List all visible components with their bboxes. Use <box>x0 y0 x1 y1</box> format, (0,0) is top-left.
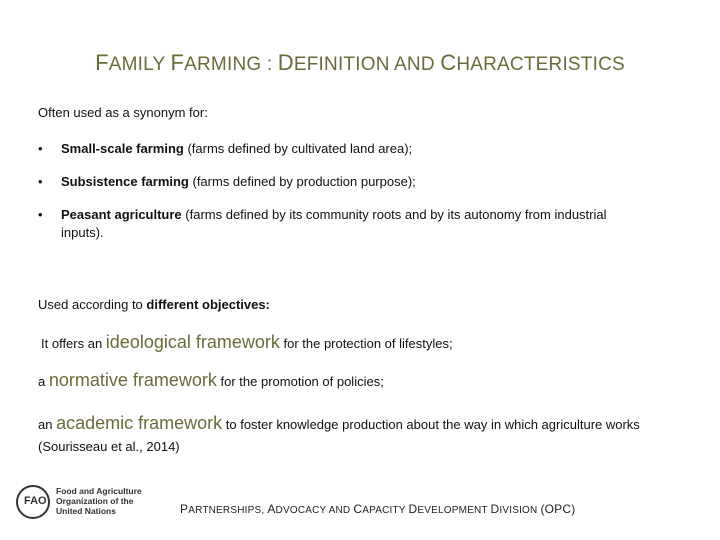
fao-emblem-icon: FAO <box>16 485 50 519</box>
fao-logo <box>16 485 146 521</box>
bullet-icon: • <box>38 174 43 189</box>
framework-line-ideological: It offers an ideological framework for the protection of lifestyles; <box>41 332 453 352</box>
framework-line-academic: an academic framework to foster knowledge production about the way in which agriculture works (Sourisseau et al., 2014) <box>38 413 640 454</box>
bullet-icon: • <box>38 141 43 156</box>
framework-line-normative: a normative framework for the promotion of policies; <box>38 370 384 390</box>
footer-division: PARTNERSHIPS, ADVOCACY AND CAPACITY DEVELOPMENT DIVISION (OPC) <box>180 502 576 516</box>
page-title: FAMILY FARMING : DEFINITION AND CHARACTERISTICS <box>95 50 625 75</box>
intro-text: Often used as a synonym for: <box>38 105 208 120</box>
objectives-heading: Used according to different objectives: <box>38 297 270 312</box>
fao-org-name: Food and Agriculture Organization of the United Nations <box>56 486 142 516</box>
bullet-icon: • <box>38 207 43 222</box>
